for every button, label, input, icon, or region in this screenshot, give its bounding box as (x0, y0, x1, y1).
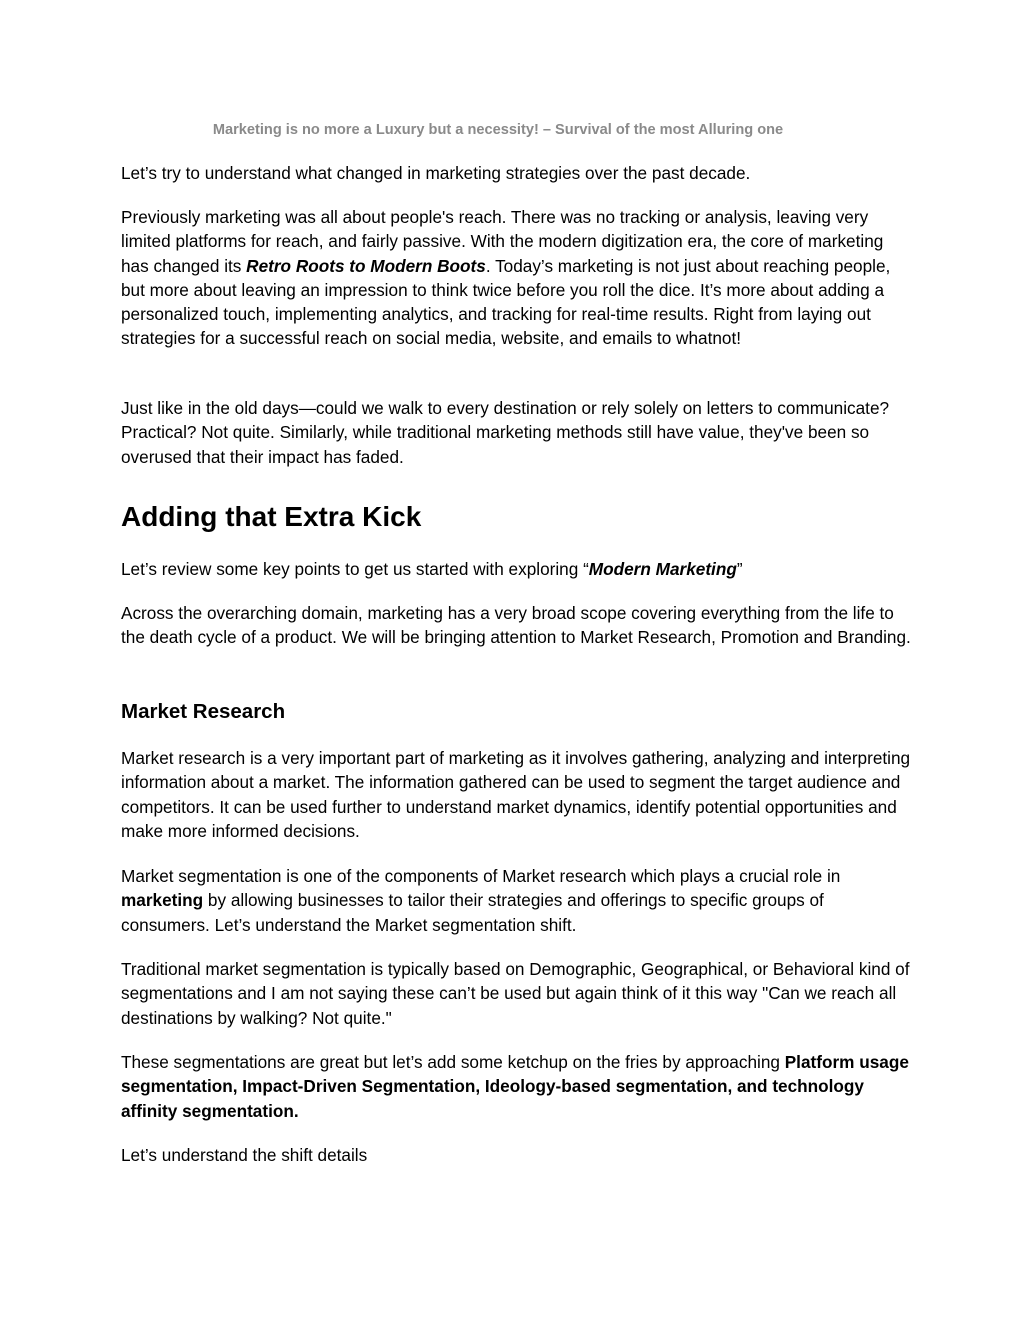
segmentation-text-end: by allowing businesses to tailor their strategies and offerings to specific groups of consumers. Let’s understand the Market segmentation shift. (121, 890, 824, 935)
segmentation-text-start: Market segmentation is one of the components of Market research which plays a crucial role in (121, 866, 841, 886)
document-subtitle: Marketing is no more a Luxury but a necessity! – Survival of the most Alluring one (212, 122, 784, 138)
across-paragraph: Across the overarching domain, marketing has a very broad scope covering everything from the life to the death cycle of a product. We will be bringing attention to Market Research, Promotion and Branding. (121, 603, 911, 648)
retro-roots-emphasis: Retro Roots to Modern Boots (246, 255, 486, 276)
previously-paragraph (121, 205, 911, 351)
intro-paragraph: Let’s try to understand what changed in marketing strategies over the past decade. (121, 163, 751, 183)
heading-extra-kick: Adding that Extra Kick (121, 501, 422, 532)
traditional-paragraph: Traditional market segmentation is typically based on Demographic, Geographical, or Behavioral kind of segmentations and I am not saying these can’t be used but again think of it this way "Can we reach all destinations by walking? Not quite." (121, 959, 910, 1028)
market-research-paragraph: Market research is a very important part of marketing as it involves gathering, analyzing and interpreting information about a market. The information gathered can be used to segment the target audience and competitors. It can be used further to understand market dynamics, identify potential opportunities and make more informed decisions. (121, 748, 911, 841)
previously-text-start: Previously marketing was all about people's reach. There was no tracking or analysis, leaving very limited platforms for reach, and fairly passive. With the modern digitization era, the core of marketing has changed its (121, 207, 884, 276)
ketchup-paragraph (121, 1050, 911, 1123)
previously-text-end: . Today’s marketing is not just about reaching people, but more about leaving an impression to think twice before you roll the dice. It’s more about adding a personalized touch, implementing analytics, and tracking for real-time results. Right from laying out strategies for a successful reach on social media, website, and emails to whatnot! (121, 255, 891, 349)
review-text-start: Let’s review some key points to get us started with exploring “ (121, 559, 589, 579)
modern-marketing-emphasis: Modern Marketing (588, 559, 737, 579)
shift-paragraph: Let’s understand the shift details (121, 1145, 368, 1165)
heading-market-research: Market Research (121, 700, 286, 723)
segmentation-paragraph (121, 864, 911, 937)
marketing-emphasis: marketing (121, 890, 204, 911)
old-days-paragraph: Just like in the old days—could we walk to every destination or rely solely on letters to communicate? Practical? Not quite. Similarly, while traditional marketing methods still have value, they've been so overused that their impact has faded. (121, 398, 890, 467)
review-text-end: ” (736, 559, 743, 579)
review-paragraph (121, 557, 911, 581)
segmentation-types-emphasis: Platform usage segmentation, Impact-Driven Segmentation, Ideology-based segmentation, and technology affinity segmentation. (121, 1052, 909, 1121)
ketchup-text-start: These segmentations are great but let’s add some ketchup on the fries by approaching (121, 1052, 785, 1072)
